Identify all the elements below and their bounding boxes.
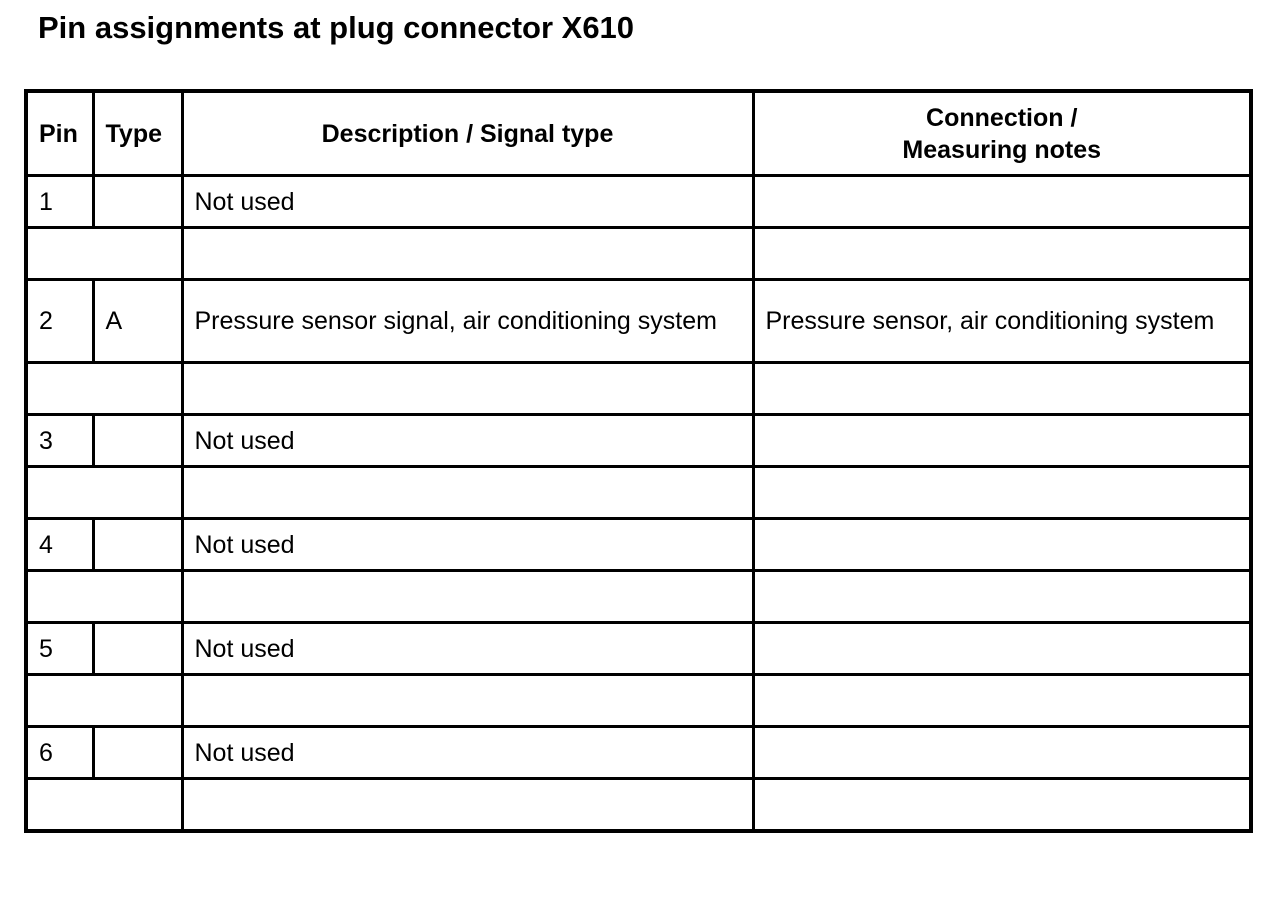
connection-cell: [753, 623, 1251, 675]
spacer-row: [26, 363, 1251, 415]
type-cell: [93, 519, 182, 571]
spacer-cell: [182, 363, 753, 415]
pin-cell: 3: [26, 415, 93, 467]
spacer-cell: [753, 675, 1251, 727]
spacer-cell: [753, 571, 1251, 623]
spacer-cell: [753, 467, 1251, 519]
header-connection: [753, 91, 1251, 176]
spacer-row: [26, 228, 1251, 280]
spacer-cell: [26, 675, 182, 727]
connection-cell: [753, 176, 1251, 228]
spacer-cell: [753, 779, 1251, 832]
spacer-cell: [26, 228, 182, 280]
connection-cell: [753, 519, 1251, 571]
type-cell: [93, 415, 182, 467]
spacer-cell: [26, 363, 182, 415]
spacer-cell: [753, 228, 1251, 280]
header-connection-line1: Connection /: [926, 103, 1078, 132]
table-row: [26, 415, 1251, 467]
header-description: Description / Signal type: [182, 91, 753, 176]
spacer-cell: [26, 779, 182, 832]
spacer-row: [26, 571, 1251, 623]
description-cell: Not used: [182, 415, 753, 467]
connection-cell: [753, 415, 1251, 467]
type-cell: A: [93, 280, 182, 363]
connection-cell: [753, 727, 1251, 779]
description-cell: Not used: [182, 176, 753, 228]
table-header-row: [26, 91, 1251, 176]
spacer-row: [26, 467, 1251, 519]
spacer-row: [26, 675, 1251, 727]
pin-assignment-table: [24, 89, 1253, 833]
table-row: [26, 727, 1251, 779]
table-row: [26, 623, 1251, 675]
page-title: Pin assignments at plug connector X610: [38, 10, 635, 45]
spacer-cell: [26, 467, 182, 519]
connection-cell: Pressure sensor, air conditioning system: [753, 280, 1251, 363]
spacer-cell: [182, 779, 753, 832]
description-cell: Not used: [182, 623, 753, 675]
pin-cell: 5: [26, 623, 93, 675]
spacer-cell: [26, 571, 182, 623]
header-connection-line2: Measuring notes: [902, 135, 1102, 164]
spacer-cell: [182, 467, 753, 519]
pin-cell: 1: [26, 176, 93, 228]
type-cell: [93, 623, 182, 675]
pin-cell: 4: [26, 519, 93, 571]
table-row: [26, 280, 1251, 363]
description-cell: Pressure sensor signal, air conditioning system: [182, 280, 753, 363]
type-cell: [93, 176, 182, 228]
description-cell: Not used: [182, 519, 753, 571]
type-cell: [93, 727, 182, 779]
spacer-cell: [753, 363, 1251, 415]
header-type: Type: [93, 91, 182, 176]
spacer-row: [26, 779, 1251, 832]
pin-cell: 2: [26, 280, 93, 363]
table-row: [26, 519, 1251, 571]
pin-cell: 6: [26, 727, 93, 779]
header-pin: Pin: [26, 91, 93, 176]
table-row: [26, 176, 1251, 228]
spacer-cell: [182, 675, 753, 727]
description-cell: Not used: [182, 727, 753, 779]
spacer-cell: [182, 571, 753, 623]
spacer-cell: [182, 228, 753, 280]
